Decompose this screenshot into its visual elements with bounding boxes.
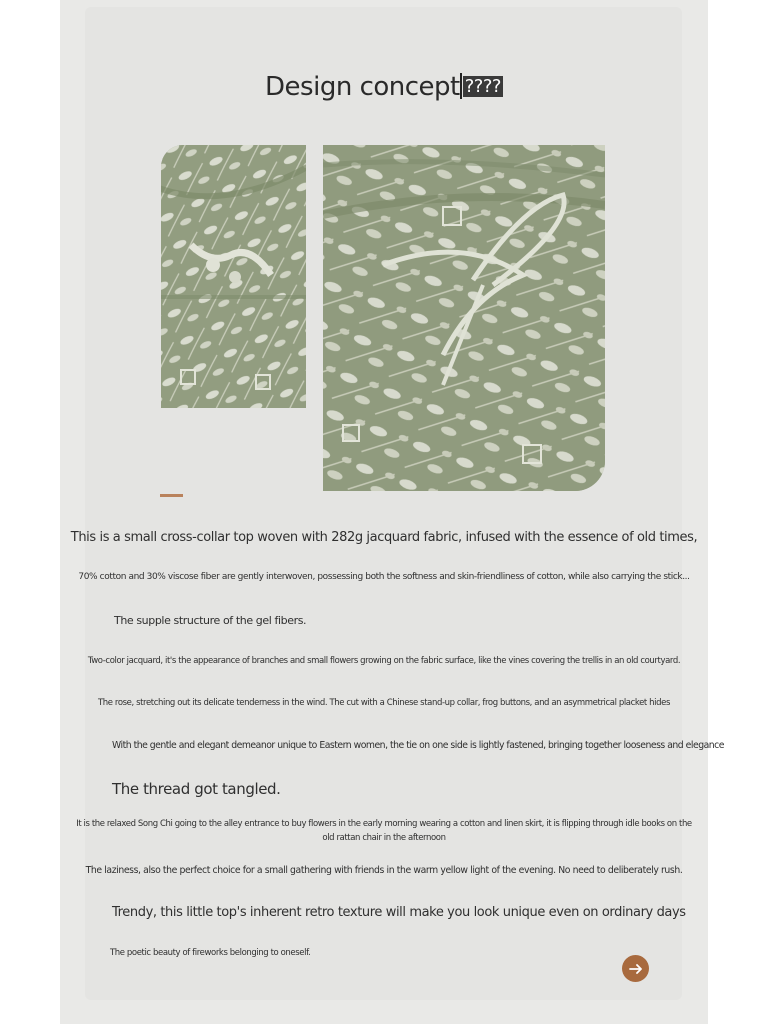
arrow-right-icon bbox=[628, 961, 644, 977]
paragraph-1: This is a small cross-collar top woven with 282g jacquard fabric, infused with the essence of old times, bbox=[70, 530, 698, 545]
paragraph-5: The rose, stretching out its delicate tenderness in the wind. The cut with a Chinese stand-up collar, frog buttons, and an asymmetrical placket hides bbox=[98, 698, 670, 708]
paragraph-11: The poetic beauty of fireworks belonging to oneself. bbox=[110, 948, 311, 958]
paragraph-4: Two-color jacquard, it's the appearance of branches and small flowers growing on the fabric surface, like the vines covering the trellis in an old courtyard. bbox=[87, 656, 681, 666]
fabric-photo-left bbox=[161, 145, 306, 408]
fabric-photo-right bbox=[323, 145, 605, 491]
paragraph-8: It is the relaxed Song Chi going to the alley entrance to buy flowers in the early morning wearing a cotton and linen skirt, it is flipping through idle books on the old rattan chair in the afternoon bbox=[76, 819, 692, 843]
paragraph-9: The laziness, also the perfect choice for a small gathering with friends in the warm yellow light of the evening. No need to deliberately rush. bbox=[85, 865, 683, 876]
title-suffix: ???? bbox=[464, 76, 501, 97]
paragraph-3: The supple structure of the gel fibers. bbox=[114, 614, 307, 627]
accent-divider bbox=[160, 494, 183, 497]
page-title bbox=[0, 72, 768, 102]
text-cursor bbox=[460, 73, 462, 99]
title-main: Design concept bbox=[265, 72, 460, 102]
paragraph-10: Trendy, this little top's inherent retro texture will make you look unique even on ordinary days bbox=[112, 905, 686, 920]
paragraph-7: The thread got tangled. bbox=[112, 780, 281, 798]
paragraph-6: With the gentle and elegant demeanor unique to Eastern women, the tie on one side is lightly fastened, bringing together looseness and elegance bbox=[112, 740, 725, 751]
paragraph-2: 70% cotton and 30% viscose fiber are gently interwoven, possessing both the softness and skin-friendliness of cotton, while also carrying the stick... bbox=[78, 572, 690, 582]
next-button[interactable] bbox=[622, 955, 649, 982]
